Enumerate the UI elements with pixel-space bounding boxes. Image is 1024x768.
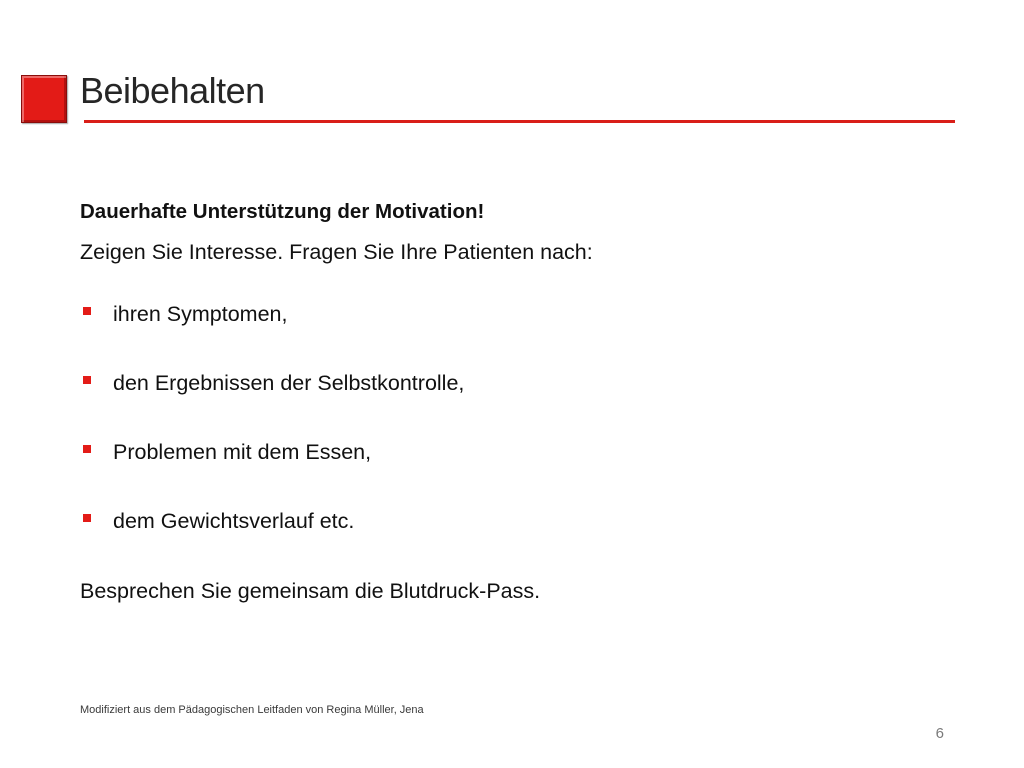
page-number: 6 [935,725,944,742]
bullet-list [80,299,780,575]
subheading: Dauerhafte Unterstützung der Motivation! [80,200,485,223]
list-item-text: den Ergebnissen der Selbstkontrolle, [113,371,465,395]
list-item [80,437,780,467]
list-item-text: dem Gewichtsverlauf etc. [113,509,355,533]
closing-text: Besprechen Sie gemeinsam die Blutdruck-Pass. [80,579,541,603]
title-divider [84,120,955,123]
red-square-icon [21,75,67,123]
intro-text: Zeigen Sie Interesse. Fragen Sie Ihre Patienten nach: [80,240,593,264]
square-bullet-icon [83,445,91,453]
source-footnote: Modifiziert aus dem Pädagogischen Leitfaden von Regina Müller, Jena [80,704,424,716]
square-bullet-icon [83,514,91,522]
square-bullet-icon [83,376,91,384]
list-item-text: Problemen mit dem Essen, [113,440,372,464]
list-item [80,368,780,398]
list-item [80,299,780,329]
list-item [80,506,780,536]
square-bullet-icon [83,307,91,315]
list-item-text: ihren Symptomen, [113,302,288,326]
page-title: Beibehalten [80,70,265,111]
